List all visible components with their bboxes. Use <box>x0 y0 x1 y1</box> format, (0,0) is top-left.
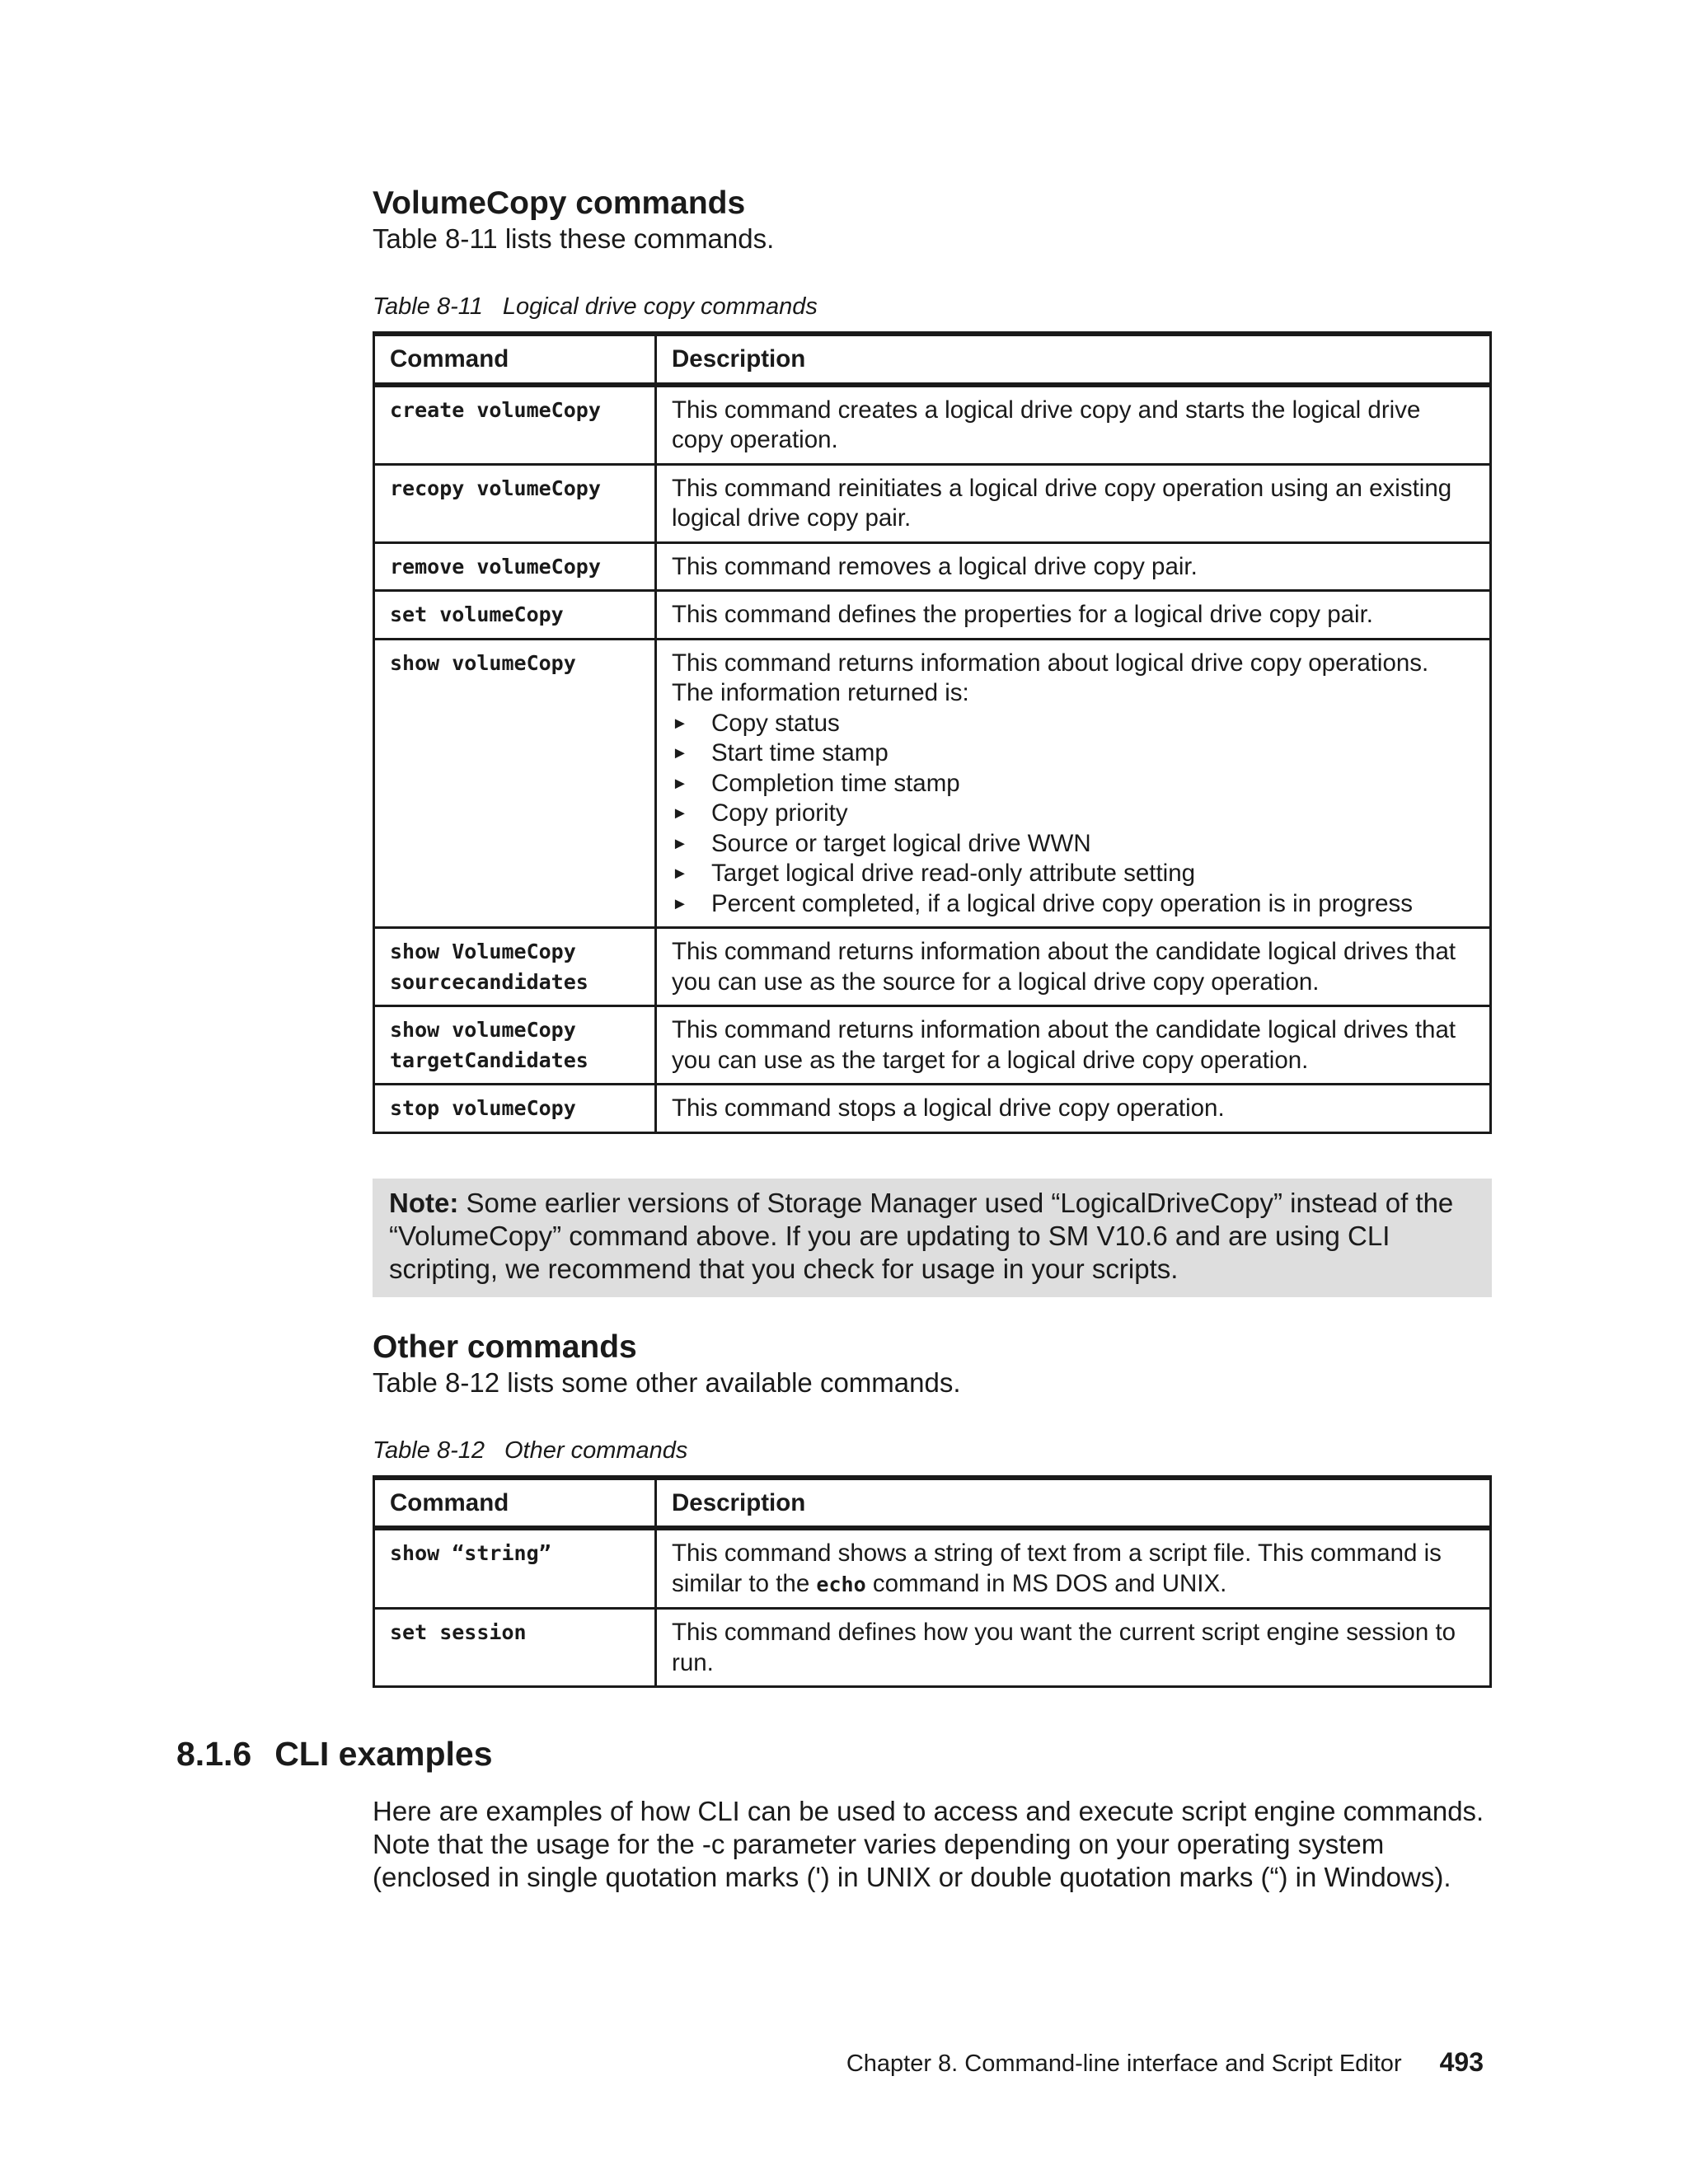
list-item: ► Completion time stamp <box>672 769 1475 799</box>
command-column-header: Command <box>374 334 656 385</box>
command-text: set volumeCopy <box>390 602 564 626</box>
description-column-header: Description <box>656 334 1491 385</box>
command-text: show VolumeCopy <box>390 940 576 963</box>
description-text-before: This command shows a string of text from a script file. This command is similar to the <box>672 1540 1442 1597</box>
list-item: ► Target logical drive read-only attribute setting <box>672 859 1475 889</box>
description-cell <box>656 1528 1491 1609</box>
table-8-12-caption <box>373 1436 1492 1465</box>
command-text: show “string” <box>390 1541 551 1565</box>
footer-chapter-title: Chapter 8. Command-line interface and Script Editor <box>846 2050 1402 2077</box>
table-number: Table 8-11 <box>373 293 483 320</box>
command-text: show volumeCopy <box>390 650 576 675</box>
section-title-text: CLI examples <box>274 1735 493 1773</box>
table-row <box>374 1609 1491 1687</box>
description-cell <box>656 464 1491 542</box>
volumecopy-intro: Table 8-11 lists these commands. <box>373 223 775 254</box>
command-cell <box>374 385 656 465</box>
command-text: show volumeCopy <box>390 1018 576 1042</box>
page-number: 493 <box>1439 2047 1484 2077</box>
command-cell <box>374 928 656 1006</box>
description-cell <box>656 1085 1491 1133</box>
list-item: ► Copy status <box>672 709 1475 739</box>
other-commands-intro: Table 8-12 lists some other available commands. <box>373 1366 961 1398</box>
section-title-cli-examples <box>176 1733 493 1774</box>
command-text: remove volumeCopy <box>390 554 601 579</box>
description-text: This command creates a logical drive copy and starts the logical drive copy operation. <box>672 396 1421 453</box>
table-row <box>374 542 1491 591</box>
table-number: Table 8-12 <box>373 1436 485 1464</box>
other-commands-heading: Other commands <box>373 1329 637 1365</box>
command-text: sourcecandidates <box>390 969 588 994</box>
list-item: ► Start time stamp <box>672 738 1475 769</box>
table-row <box>374 1085 1491 1133</box>
command-text: stop volumeCopy <box>390 1096 576 1120</box>
command-cell <box>374 1085 656 1133</box>
main-content <box>373 185 1492 1688</box>
command-text: recopy volumeCopy <box>390 476 601 500</box>
inline-code-echo: echo <box>816 1572 866 1596</box>
list-item: ► Source or target logical drive WWN <box>672 829 1475 860</box>
description-cell <box>656 591 1491 640</box>
description-text: This command removes a logical drive copy pair. <box>672 552 1198 580</box>
note-text: Some earlier versions of Storage Manager used “LogicalDriveCopy” instead of the “VolumeCopy” command above. If you are updating to SM V10.6 and are using CLI scripting, we recommend that you check for usage in your scripts. <box>389 1187 1454 1284</box>
description-cell <box>656 542 1491 591</box>
volumecopy-table <box>373 331 1492 1134</box>
table-row <box>374 639 1491 928</box>
table-header-row <box>374 334 1491 385</box>
cli-examples-paragraph: Here are examples of how CLI can be used to access and execute script engine commands. Note that the usage for the -c parameter varies depending on your operating system (enclosed in single quotation marks (') in UNIX or double quotation marks (“) in Windows). <box>373 1796 1484 1892</box>
description-cell <box>656 385 1491 465</box>
command-cell <box>374 1609 656 1687</box>
note-box <box>373 1179 1492 1297</box>
cli-examples-body <box>373 1795 1502 1894</box>
command-cell <box>374 464 656 542</box>
note-label: Note: <box>389 1187 459 1218</box>
command-cell <box>374 639 656 928</box>
list-item: ► Percent completed, if a logical drive copy operation is in progress <box>672 889 1475 920</box>
list-item: ► Copy priority <box>672 799 1475 829</box>
description-text-after: command in MS DOS and UNIX. <box>865 1569 1227 1597</box>
table-row <box>374 1528 1491 1609</box>
command-text: targetCandidates <box>390 1047 588 1072</box>
volumecopy-table-body <box>374 385 1491 1133</box>
command-text: set session <box>390 1620 527 1644</box>
table-row <box>374 464 1491 542</box>
description-text: This command defines the properties for a logical drive copy pair. <box>672 601 1374 628</box>
table-caption-text: Logical drive copy commands <box>502 293 818 320</box>
page-footer <box>846 2047 1484 2079</box>
table-caption-text: Other commands <box>504 1436 688 1464</box>
description-text: This command reinitiates a logical drive copy operation using an existing logical drive copy pair. <box>672 474 1452 532</box>
volumecopy-heading: VolumeCopy commands <box>373 185 746 221</box>
table-row <box>374 928 1491 1006</box>
table-row <box>374 385 1491 465</box>
description-text: This command returns information about the candidate logical drives that you can use as the target for a logical drive copy operation. <box>672 1016 1456 1074</box>
description-cell <box>656 1006 1491 1085</box>
description-text: This command returns information about the candidate logical drives that you can use as the source for a logical drive copy operation. <box>672 938 1456 996</box>
info-bullet-list <box>672 709 1475 920</box>
table-row <box>374 1006 1491 1085</box>
description-cell <box>656 639 1491 928</box>
description-cell: This command defines how you want the current script engine session to run. <box>656 1609 1491 1687</box>
command-cell <box>374 1528 656 1609</box>
section-number: 8.1.6 <box>176 1735 252 1773</box>
description-text: This command returns information about logical drive copy operations. The information returned is: <box>672 649 1429 706</box>
command-column-header: Command <box>374 1478 656 1529</box>
table-row <box>374 591 1491 640</box>
other-commands-table <box>373 1475 1492 1689</box>
command-cell <box>374 542 656 591</box>
command-cell <box>374 1006 656 1085</box>
command-cell <box>374 591 656 640</box>
command-text: create volumeCopy <box>390 397 601 422</box>
description-text: This command stops a logical drive copy operation. <box>672 1094 1225 1122</box>
description-cell <box>656 928 1491 1006</box>
description-column-header: Description <box>656 1478 1491 1529</box>
table-8-11-caption <box>373 292 1492 321</box>
table-header-row <box>374 1478 1491 1529</box>
